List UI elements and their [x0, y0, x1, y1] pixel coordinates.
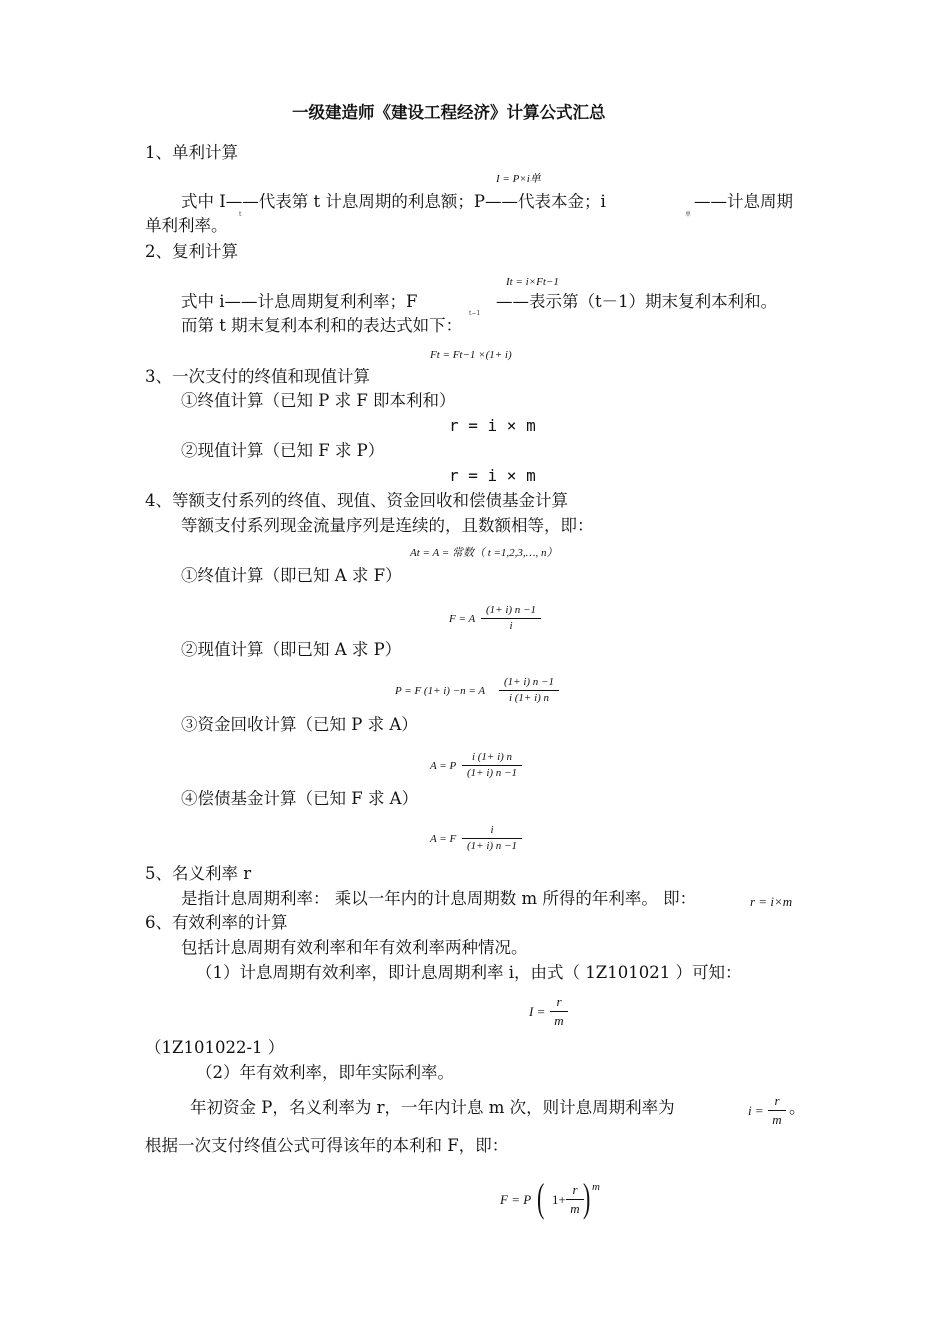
- capital-recovery-denominator: (1+ i) n −1: [467, 767, 517, 779]
- section-6-line-1-end: 。: [789, 1098, 806, 1117]
- section-6-desc: 包括计息周期有效利率和年有效利率两种情况。: [181, 938, 528, 957]
- section-6-line-2: 根据一次支付终值公式可得该年的本利和 F，即：: [145, 1136, 509, 1155]
- section-6-heading: 6、有效利率的计算: [145, 913, 288, 932]
- compound-sum-formula: Ft = Ft−1 ×(1+ i): [430, 349, 512, 361]
- period-rate-inline-fraction: [768, 1093, 786, 1128]
- section-3-item-1: ①终值计算（已知 P 求 F 即本利和）: [181, 391, 456, 410]
- section-5-desc: 是指计息周期利率： 乘以一年内的计息周期数 m 所得的年利率。 即：: [181, 889, 697, 908]
- compound-interest-formula: It = i×Ft−1: [506, 276, 559, 288]
- annuity-fv-lhs: F = A: [449, 613, 476, 625]
- section-1-desc-line1: 式中 I——代表第 t 计息周期的利息额；P——代表本金；i: [181, 192, 606, 211]
- section-2-desc-line1: 式中 i——计息周期复利利率；F: [181, 292, 418, 311]
- annuity-fv-fraction: [481, 604, 541, 633]
- section-3-heading: 3、一次支付的终值和现值计算: [145, 367, 370, 386]
- section-3-item-2: ②现值计算（已知 F 求 P）: [181, 441, 385, 460]
- annuity-constant-formula: At = A = 常数（ t =1,2,3,…, n）: [410, 547, 558, 559]
- annuity-fv-denominator: i: [509, 620, 513, 632]
- subscript-t: t: [239, 211, 242, 218]
- section-2-heading: 2、复利计算: [145, 242, 238, 261]
- section-1-desc-line1-end: ——计息周期: [694, 192, 793, 211]
- period-rate-fraction: [550, 994, 568, 1029]
- section-4-heading: 4、等额支付系列的终值、现值、资金回收和偿债基金计算: [145, 491, 568, 510]
- period-rate-denominator: m: [554, 1013, 564, 1028]
- section-4-item-2: ②现值计算（即已知 A 求 P）: [181, 640, 402, 659]
- section-6-item-2: （2）年有效利率，即年实际利率。: [196, 1063, 454, 1082]
- period-rate-lhs: I =: [529, 1004, 546, 1019]
- capital-recovery-fraction: [462, 751, 522, 780]
- capital-recovery-lhs: A = P: [430, 760, 457, 772]
- period-rate-inline-numerator: r: [768, 1093, 786, 1111]
- formula-reference: （1Z101022-1 ）: [145, 1038, 285, 1057]
- annuity-pv-lhs: P = F (1+ i) −n = A: [395, 685, 486, 697]
- left-paren: (: [537, 1175, 545, 1220]
- annuity-fv-numerator: (1+ i) n −1: [481, 604, 541, 619]
- right-paren: ): [583, 1175, 591, 1220]
- page-title: 一级建造师《建设工程经济》计算公式汇总: [292, 103, 606, 122]
- annuity-pv-denominator: i (1+ i) n: [508, 692, 550, 704]
- effective-rate-fraction: [566, 1182, 584, 1217]
- section-1-desc-line2: 单利利率。: [145, 216, 228, 235]
- section-1-heading: 1、单利计算: [145, 143, 238, 162]
- section-4-item-3: ③资金回收计算（已知 P 求 A）: [181, 715, 418, 734]
- effective-rate-exponent: m: [592, 1181, 600, 1193]
- effective-rate-lhs: F = P: [500, 1192, 532, 1207]
- nominal-rate-formula: r = i×m: [750, 894, 793, 909]
- sinking-fund-denominator: (1+ i) n −1: [467, 840, 517, 852]
- section-2-desc-line1-end: ——表示第（t－1）期末复利本利和。: [496, 292, 778, 311]
- future-value-formula: r = i × m: [449, 416, 536, 435]
- annuity-pv-numerator: (1+ i) n −1: [499, 676, 559, 691]
- present-value-formula: r = i × m: [449, 466, 536, 485]
- effective-rate-one: 1+: [552, 1192, 566, 1207]
- sinking-fund-fraction: [462, 824, 522, 853]
- period-rate-numerator: r: [550, 994, 568, 1012]
- section-6-line-1: 年初资金 P，名义利率为 r，一年内计息 m 次，则计息周期利率为: [190, 1098, 675, 1117]
- section-5-heading: 5、名义利率 r: [145, 864, 252, 883]
- simple-interest-formula: I = P×i单: [496, 173, 541, 185]
- section-2-desc-line2: 而第 t 期末复利本利和的表达式如下：: [181, 316, 463, 335]
- sinking-fund-lhs: A = F: [430, 833, 457, 845]
- section-4-desc: 等额支付系列现金流量序列是连续的，且数额相等，即：: [181, 516, 594, 535]
- section-4-item-1: ①终值计算（即已知 A 求 F）: [181, 566, 402, 585]
- capital-recovery-numerator: i (1+ i) n: [462, 751, 522, 766]
- subscript-t-minus-1: t−1: [469, 310, 481, 317]
- section-6-item-1: （1）计息周期有效利率，即计息周期利率 i，由式（ 1Z101021 ）可知：: [196, 963, 742, 982]
- effective-rate-denominator: m: [570, 1201, 580, 1216]
- subscript-dan: 单: [685, 211, 692, 218]
- sinking-fund-numerator: i: [462, 824, 522, 839]
- effective-rate-numerator: r: [566, 1182, 584, 1200]
- period-rate-inline-denominator: m: [772, 1112, 782, 1127]
- annuity-pv-fraction: [499, 676, 559, 705]
- period-rate-inline-lhs: i =: [748, 1103, 764, 1118]
- section-4-item-4: ④偿债基金计算（已知 F 求 A）: [181, 789, 419, 808]
